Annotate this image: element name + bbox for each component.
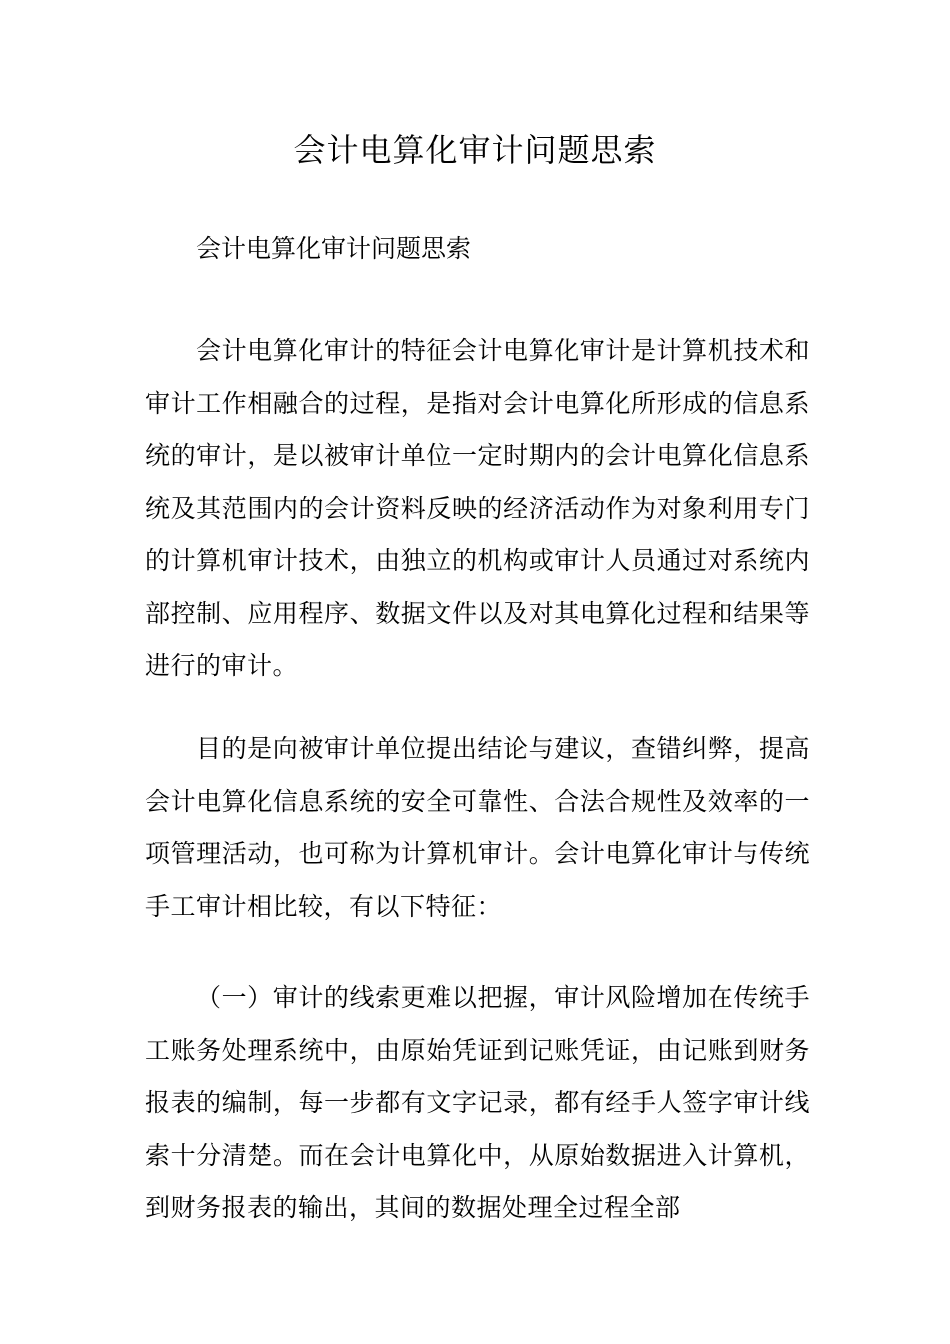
paragraph-1: 会计电算化审计的特征会计电算化审计是计算机技术和审计工作相融合的过程，是指对会计电算化所形成的信息系统的审计，是以被审计单位一定时期内的会计电算化信息系统及其范围内的会计资料反映的经济活动作为对象利用专门的计算机审计技术，由独立的机构或审计人员通过对系统内部控制、应用程序、数据文件以及对其电算化过程和结果等进行的审计。 (145, 336, 810, 680)
paragraph-3: （一）审计的线索更难以把握，审计风险增加在传统手工账务处理系统中，由原始凭证到记账凭证，由记账到财务报表的编制，每一步都有文字记录，都有经手人签字审计线索十分清楚。而在会计电算化中，从原始数据进入计算机，到财务报表的输出，其间的数据处理全过程全部 (145, 983, 810, 1222)
document-subtitle: 会计电算化审计问题思索 (196, 234, 472, 263)
document-title: 会计电算化审计问题思索 (293, 131, 657, 169)
paragraph-2: 目的是向被审计单位提出结论与建议，查错纠弊，提高会计电算化信息系统的安全可靠性、合法合规性及效率的一项管理活动，也可称为计算机审计。会计电算化审计与传统手工审计相比较，有以下特征： (145, 734, 810, 921)
